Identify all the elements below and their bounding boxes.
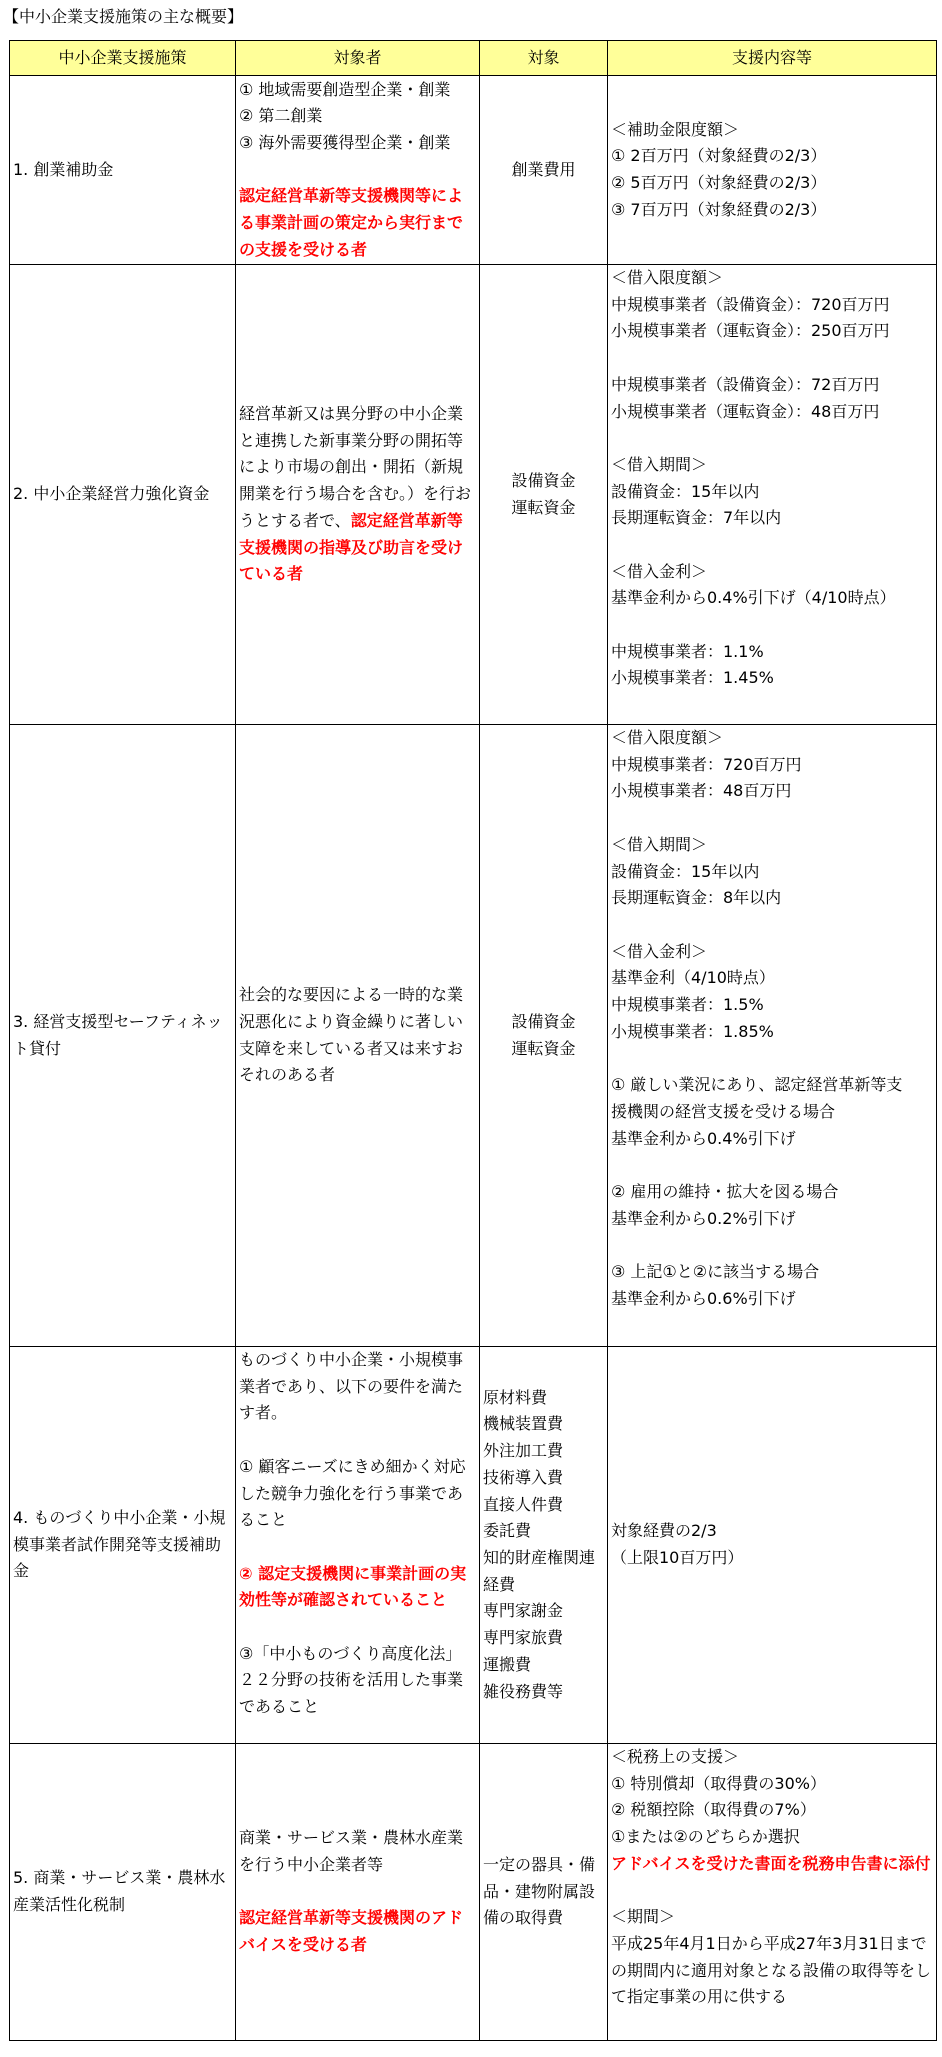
- object-text: 設備資金: [511, 1011, 576, 1031]
- object-text: 運搬費: [483, 1654, 532, 1674]
- support-line: 基準金利（4/10時点）: [611, 968, 775, 988]
- eligible-highlight: 認定経営革新等支援機関の指導及び助言を受けている者: [239, 510, 464, 584]
- support-line: ① 厳しい業況にあり、認定経営革新等支: [611, 1075, 903, 1095]
- object-text: 一定の器具・備品・建物附属設備の取得費: [483, 1854, 596, 1928]
- measure-name: [10, 725, 236, 1347]
- support-cell: [608, 725, 937, 1347]
- measure-name-text: 5. 商業・サービス業・農林水産業活性化税制: [13, 1868, 226, 1914]
- support-line: ② 5百万円（対象経費の2/3）: [611, 173, 827, 192]
- eligible-line: ③ 海外需要獲得型企業・創業: [239, 132, 451, 152]
- object-text: 専門家旅費: [483, 1628, 564, 1648]
- eligible-text: 商業・サービス業・農林水産業を行う中小企業者等: [239, 1828, 464, 1874]
- support-line: 小規模事業者（運転資金）：48百万円: [611, 401, 880, 421]
- support-line: ＜借入金利＞: [611, 941, 708, 961]
- eligible-highlight: 認定経営革新等支援機関等による事業計画の策定から実行までの支援を受ける者: [239, 186, 464, 259]
- support-line: 基準金利から0.4%引下げ: [611, 1128, 796, 1148]
- header-measure: 中小企業支援施策: [10, 41, 236, 76]
- table-row: [10, 725, 937, 1347]
- support-line: 小規模事業者（運転資金）：250百万円: [611, 321, 890, 341]
- object-text: 雑役務費等: [483, 1681, 564, 1701]
- eligible-text: [239, 401, 476, 588]
- support-line: 基準金利から0.2%引下げ: [611, 1208, 796, 1228]
- support-line: ② 雇用の維持・拡大を図る場合: [611, 1181, 839, 1201]
- support-line: ① 2百万円（対象経費の2/3）: [611, 146, 827, 166]
- object-text: 技術導入費: [483, 1467, 564, 1487]
- header-support: 支援内容等: [608, 41, 937, 76]
- eligible-cell: [236, 1347, 480, 1744]
- support-line: ③ 7百万円（対象経費の2/3）: [611, 199, 827, 219]
- support-line: 基準金利から0.6%引下げ: [611, 1288, 796, 1308]
- support-line: 中規模事業者（設備資金）：72百万円: [611, 374, 880, 394]
- measure-name: [10, 1744, 236, 2041]
- support-line: 小規模事業者：1.85%: [611, 1021, 774, 1041]
- support-line: 設備資金：15年以内: [611, 481, 760, 501]
- support-cell: [608, 76, 937, 265]
- support-line: 長期運転資金：7年以内: [611, 508, 782, 528]
- support-line: ＜借入金利＞: [611, 561, 708, 581]
- object-text: 直接人件費: [483, 1494, 564, 1514]
- object-text: 設備資金: [511, 470, 576, 490]
- measure-name-text: 1. 創業補助金: [13, 159, 114, 179]
- support-line: ＜補助金限度額＞: [611, 119, 740, 139]
- support-line: 小規模事業者：1.45%: [611, 668, 774, 688]
- eligible-highlight: 認定支援機関に事業計画の実効性等が確認されていること: [239, 1563, 467, 1610]
- header-eligible: 対象者: [236, 41, 480, 76]
- object-cell: [480, 76, 608, 265]
- support-line: ①または②のどちらか選択: [611, 1827, 800, 1847]
- eligible-text: ① 顧客ニーズにきめ細かく対応した競争力強化を行う事業であること: [239, 1456, 466, 1530]
- eligible-text: ものづくり中小企業・小規模事業者であり、以下の要件を満たす者。: [239, 1350, 464, 1423]
- eligible-text: [239, 1561, 476, 1614]
- table-row: [10, 1347, 937, 1744]
- measure-name-text: 3. 経営支援型セーフティネット貸付: [13, 1011, 223, 1058]
- support-line: ＜期間＞: [611, 1907, 676, 1927]
- support-cell: [608, 265, 937, 725]
- eligible-cell: [236, 1744, 480, 2041]
- support-cell: [608, 1744, 937, 2041]
- object-text: 運転資金: [511, 497, 576, 517]
- eligible-cell: [236, 725, 480, 1347]
- support-highlight: アドバイスを受けた書面を税務申告書に添付: [611, 1853, 931, 1873]
- measure-name-text: 4. ものづくり中小企業・小規模事業者試作開発等支援補助金: [13, 1507, 226, 1581]
- object-cell: [480, 725, 608, 1347]
- support-line: 小規模事業者：48百万円: [611, 781, 792, 801]
- eligible-line: ① 地域需要創造型企業・創業: [239, 79, 451, 99]
- eligible-text: 社会的な要因による一時的な業況悪化により資金繰りに著しい支障を来している者又は来すおそれのある者: [239, 985, 464, 1085]
- eligible-normal-text: 経営革新又は異分野の中小企業と連携した新事業分野の開拓等により市場の創出・開拓（新規開業を行う場合を含む。）を行おうとする者で、: [239, 404, 472, 530]
- measure-name: [10, 265, 236, 725]
- support-cell: [608, 1347, 937, 1744]
- measure-name-text: 2. 中小企業経営力強化資金: [13, 484, 210, 504]
- support-line: 設備資金：15年以内: [611, 861, 760, 881]
- eligible-highlight: 認定経営革新等支援機関のアドバイスを受ける者: [239, 1908, 464, 1955]
- header-object: 対象: [480, 41, 608, 76]
- object-text: 委託費: [483, 1521, 532, 1541]
- support-line: 中規模事業者：720百万円: [611, 754, 802, 774]
- support-line: ＜借入期間＞: [611, 834, 708, 854]
- object-text: 機械装置費: [483, 1414, 564, 1434]
- support-line: 長期運転資金：8年以内: [611, 888, 782, 908]
- object-text: 原材料費: [483, 1387, 548, 1407]
- support-line: ＜借入限度額＞: [611, 728, 724, 747]
- eligible-cell: [236, 265, 480, 725]
- object-cell: [480, 265, 608, 725]
- support-line: 援機関の経営支援を受ける場合: [611, 1101, 836, 1121]
- measure-name: [10, 1347, 236, 1744]
- support-line: ① 特別償却（取得費の30%）: [611, 1773, 826, 1793]
- object-cell: [480, 1744, 608, 2041]
- support-line: ＜税務上の支援＞: [611, 1747, 740, 1766]
- measure-name: [10, 76, 236, 265]
- eligible-text: ③「中小ものづくり高度化法」２２分野の技術を活用した事業であること: [239, 1643, 464, 1717]
- support-measures-table: [9, 40, 937, 2041]
- table-row: [10, 265, 937, 725]
- support-line: 中規模事業者：1.5%: [611, 995, 764, 1014]
- eligible-cell: [236, 76, 480, 265]
- support-line: ＜借入限度額＞: [611, 268, 724, 287]
- object-text: 創業費用: [511, 159, 576, 179]
- support-line: ＜借入期間＞: [611, 454, 708, 474]
- table-row: [10, 76, 937, 265]
- support-line: （上限10百万円）: [611, 1548, 744, 1567]
- support-line: 中規模事業者（設備資金）：720百万円: [611, 294, 890, 314]
- object-text: 専門家謝金: [483, 1601, 564, 1621]
- support-line: 対象経費の2/3: [611, 1521, 717, 1541]
- page-title: 【中小企業支援施策の主な概要】: [3, 7, 244, 26]
- eligible-item-number: ②: [239, 1563, 259, 1583]
- object-text: 知的財産権関連経費: [483, 1548, 596, 1594]
- object-text: 運転資金: [511, 1038, 576, 1058]
- object-text: 外注加工費: [483, 1441, 564, 1461]
- support-line: ③ 上記①と②に該当する場合: [611, 1261, 820, 1281]
- table-row: [10, 1744, 937, 2041]
- object-cell: [480, 1347, 608, 1744]
- support-period-text: 平成25年4月1日から平成27年3月31日までの期間内に適用対象となる設備の取得等をして指定事業の用に供する: [611, 1933, 932, 2007]
- support-line: 基準金利から0.4%引下げ（4/10時点）: [611, 588, 896, 608]
- support-line: ② 税額控除（取得費の7%）: [611, 1800, 816, 1820]
- table-header-row: [10, 41, 937, 76]
- eligible-line: ② 第二創業: [239, 106, 323, 126]
- support-line: 中規模事業者：1.1%: [611, 641, 764, 661]
